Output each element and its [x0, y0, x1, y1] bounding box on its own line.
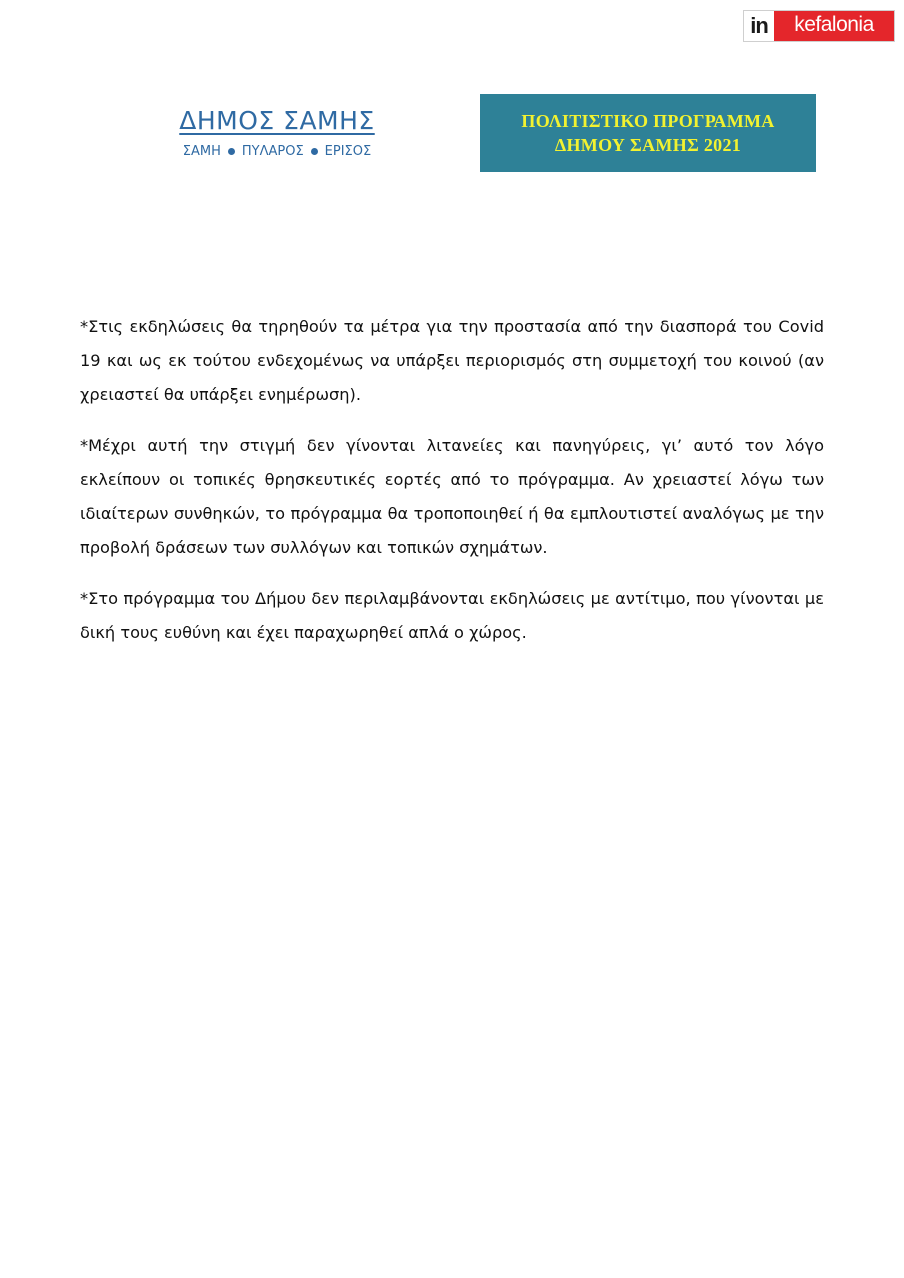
bullet-icon [228, 148, 235, 155]
village-name: ΕΡΙΣΟΣ [324, 144, 372, 159]
banner-title-line-2: ΔΗΜΟΥ ΣΑΜΗΣ 2021 [554, 135, 742, 155]
notes-section [80, 310, 824, 667]
village-name: ΠΥΛΑΡΟΣ [241, 144, 304, 159]
bullet-icon [311, 148, 318, 155]
note-paragraph: *Στο πρόγραμμα του Δήμου δεν περιλαμβάνονται εκδηλώσεις με αντίτιμο, που γίνονται με δική τους ευθύνη και έχει παραχωρηθεί απλά ο χώρος. [80, 589, 824, 642]
program-banner [480, 94, 816, 172]
note-paragraph: *Μέχρι αυτή την στιγμή δεν γίνονται λιτανείες και πανηγύρεις, γι’ αυτό τον λόγο εκλείπουν οι τοπικές θρησκευτικές εορτές από το πρόγραμμα. Αν χρειαστεί λόγω των ιδιαίτερων συνθηκών, το πρόγραμμα θα τροποποιηθεί ή θα εμπλουτιστεί αναλόγως με την προβολή δράσεων των συλλόγων και τοπικών σχημάτων. [80, 436, 824, 557]
brand-logo-prefix: in [744, 11, 774, 41]
brand-watermark-logo [743, 10, 895, 42]
municipality-title: ΔΗΜΟΣ ΣΑΜΗΣ [179, 106, 375, 135]
municipality-logo [172, 104, 382, 159]
note-paragraph: *Στις εκδηλώσεις θα τηρηθούν τα μέτρα για την προστασία από την διασπορά του Covid 19 και ως εκ τούτου ενδεχομένως να υπάρξει περιορισμός στη συμμετοχή του κοινού (αν χρειαστεί θα υπάρξει ενημέρωση). [80, 317, 824, 404]
brand-logo-name: kefalonia [774, 11, 894, 41]
villages-list [172, 144, 382, 159]
village-name: ΣΑΜΗ [182, 144, 221, 159]
banner-title-line-1: ΠΟΛΙΤΙΣΤΙΚΟ ΠΡΟΓΡΑΜΜΑ [521, 111, 775, 131]
